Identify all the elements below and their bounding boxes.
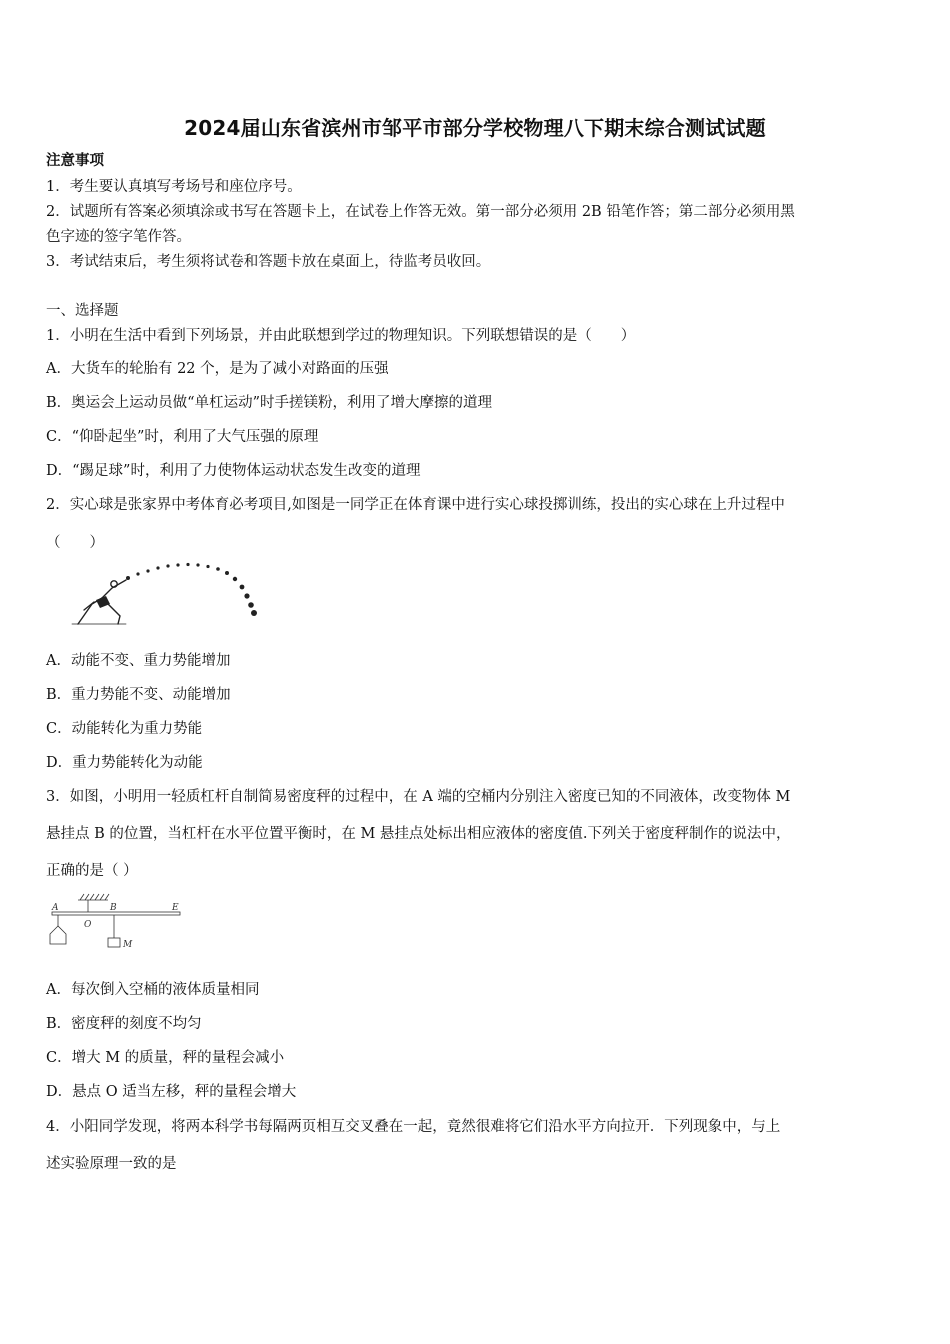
q2-stem: 2．实心球是张家界中考体育必考项目,如图是一同学正在体育课中进行实心球投掷训练，投出的实心球在上升过程中 bbox=[46, 497, 785, 513]
q1-option-b: B．奥运会上运动员做“单杠运动”时手搓镁粉，利用了增大摩擦的道理 bbox=[46, 395, 492, 411]
q2-option-b: B．重力势能不变、动能增加 bbox=[46, 687, 231, 703]
q3-option-d: D．悬点 O 适当左移，秤的量程会增大 bbox=[46, 1084, 297, 1100]
q2-option-c: C．动能转化为重力势能 bbox=[46, 721, 203, 737]
lever-label-m: M bbox=[123, 940, 133, 950]
shot-put-figure bbox=[70, 560, 270, 630]
page-title: 2024届山东省滨州市邹平市部分学校物理八下期末综合测试试题 bbox=[184, 116, 766, 140]
lever-label-a: A bbox=[52, 903, 59, 913]
q1-option-c: C．“仰卧起坐”时，利用了大气压强的原理 bbox=[46, 429, 319, 445]
q1-stem: 1．小明在生活中看到下列场景，并由此联想到学过的物理知识。下列联想错误的是（ ） bbox=[46, 328, 636, 344]
q3-stem-2: 悬挂点 B 的位置，当杠杆在水平位置平衡时，在 M 悬挂点处标出相应液体的密度值.下列关于密度秤制作的说法中， bbox=[46, 826, 791, 842]
q2-option-d: D．重力势能转化为动能 bbox=[46, 755, 203, 771]
lever-label-o: O bbox=[84, 920, 92, 930]
q2-stem-bracket: （ ） bbox=[46, 535, 104, 551]
q1-option-a: A．大货车的轮胎有 22 个，是为了减小对路面的压强 bbox=[46, 361, 389, 377]
notice-item-1: 1．考生要认真填写考场号和座位序号。 bbox=[46, 179, 302, 195]
lever-label-b: B bbox=[110, 903, 117, 913]
notice-item-2: 2．试题所有答案必须填涂或书写在答题卡上，在试卷上作答无效。第一部分必须用 2B 铅笔作答；第二部分必须用黑 bbox=[46, 204, 795, 220]
q3-stem-3: 正确的是（ ） bbox=[46, 863, 138, 879]
notice-item-2-cont: 色字迹的签字笔作答。 bbox=[46, 229, 191, 245]
q3-stem: 3．如图，小明用一轻质杠杆自制简易密度秤的过程中，在 A 端的空桶内分别注入密度已知的不同液体，改变物体 M bbox=[46, 789, 791, 805]
q4-stem-2: 述实验原理一致的是 bbox=[46, 1156, 177, 1172]
q3-option-b: B．密度秤的刻度不均匀 bbox=[46, 1016, 202, 1032]
section-heading: 一、选择题 bbox=[46, 303, 119, 319]
q2-option-a: A．动能不变、重力势能增加 bbox=[46, 653, 231, 669]
notice-heading: 注意事项 bbox=[46, 152, 104, 169]
q1-option-d: D．“踢足球”时，利用了力使物体运动状态发生改变的道理 bbox=[46, 463, 421, 479]
notice-item-3: 3．考试结束后，考生须将试卷和答题卡放在桌面上，待监考员收回。 bbox=[46, 254, 491, 270]
lever-label-e: E bbox=[172, 903, 179, 913]
q3-option-c: C．增大 M 的质量，秤的量程会减小 bbox=[46, 1050, 285, 1066]
q3-option-a: A．每次倒入空桶的液体质量相同 bbox=[46, 982, 260, 998]
q4-stem: 4．小阳同学发现，将两本科学书每隔两页相互交叉叠在一起，竟然很难将它们沿水平方向拉开．下列现象中，与上 bbox=[46, 1119, 781, 1135]
lever-figure bbox=[44, 890, 194, 956]
